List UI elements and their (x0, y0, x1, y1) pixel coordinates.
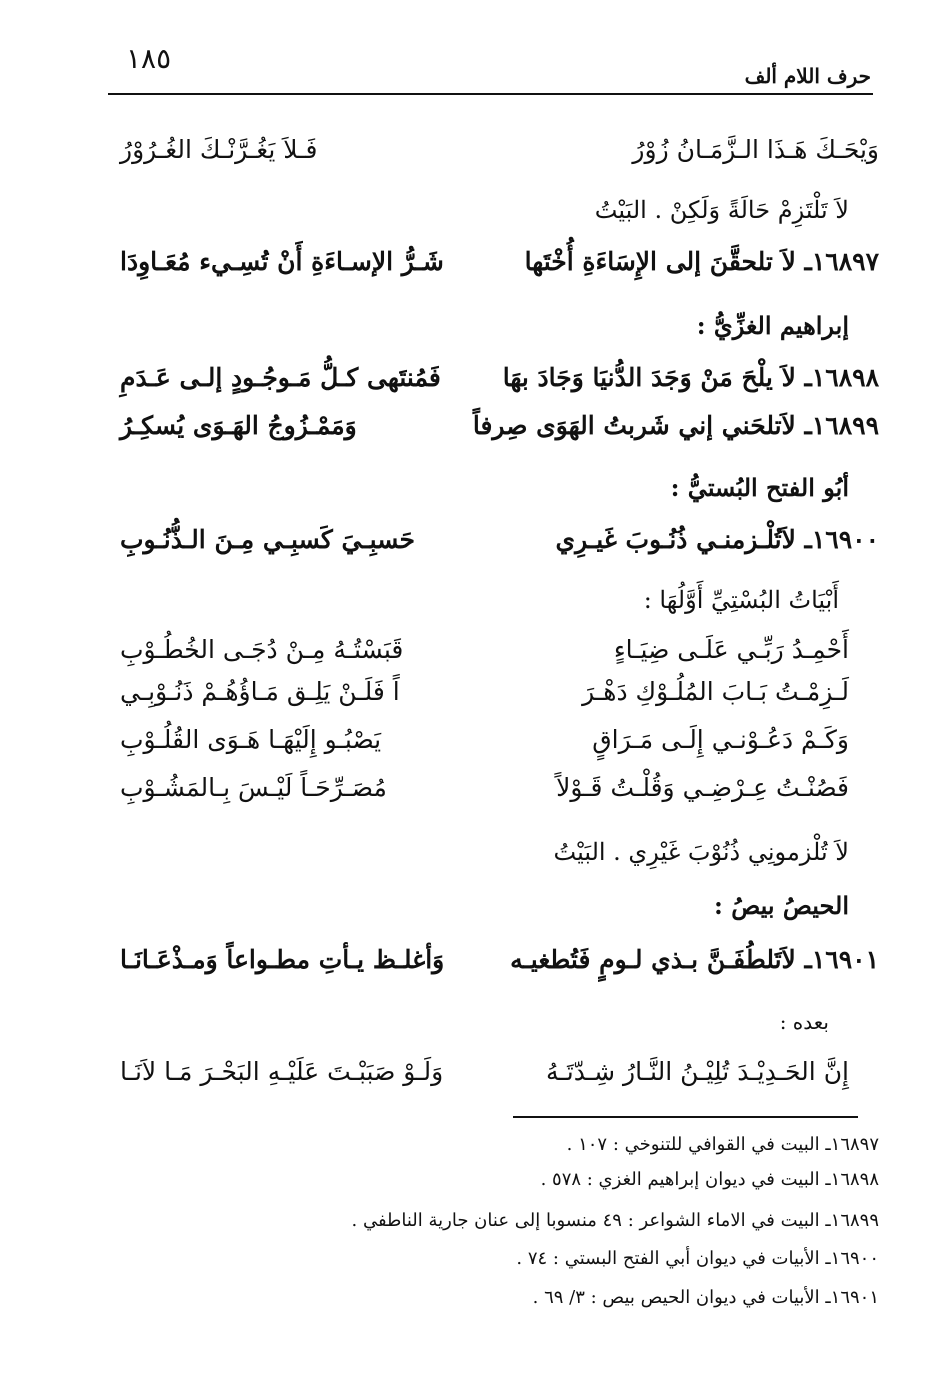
verse-hemistich-second: مُصَـرِّحَـاً لَيْـسَ بِـالمَشُـوْبِ (120, 773, 387, 802)
verse-hemistich-second: وَمَمْـزُوجُ الهَـوَى يُسكِـرُ (120, 411, 357, 440)
poet-name: الحيصُ بيصُ : (713, 891, 849, 920)
verse-hemistich-first: ١٦٩٠١ـ لاَتَلطُفَـنَّ بـذي لـومٍ فَتُطغيـه (510, 945, 879, 974)
verse-hemistich-first: إِنَّ الحَـدِيْـدَ تُلِيْـنُ النَّـارُ شِـدّتَـهُ (546, 1057, 849, 1086)
footnote: ١٦٨٩٧ـ البيت في القوافي للتنوخي : ١٠٧ . (566, 1134, 879, 1155)
footnote: ١٦٩٠١ـ الأبيات في ديوان الحيص بيص : ٣/ ٦٩ . (532, 1287, 879, 1308)
verse-line (100, 666, 879, 718)
footnote: ١٦٨٩٩ـ البيت في الاماء الشواعر : ٤٩ منسوبا إلى عنان جارية الناطفي . (351, 1210, 879, 1231)
verse-hemistich-second: فَمُنتَهى كـلُّ مَـوجُـودٍ إلـى عَـدَمِ (120, 363, 441, 392)
verse-line (100, 1046, 879, 1098)
verse-hemistich-second: شَـرُّ الإسـاءَةِ أَنْ تُسِـيء مُعَـاوِدَا (120, 247, 444, 276)
verse-hemistich-first: فَصُنْـتُ عِـرْضِـي وَقُلْـتُ قَـوْلاً (556, 773, 849, 802)
footnote: ١٦٨٩٨ـ البيت في ديوان إبراهيم الغزي : ٥٧٨ . (540, 1169, 879, 1190)
verse-reference: لاَ تُلْزمونِي ذُنُوْبَ غَيْرِي . البَيْتُ (553, 838, 849, 866)
verse-hemistich-first: أَحْمِـدُ رَبِّـي عَلَـى ضِيَـاءٍ (613, 635, 849, 664)
text-line (100, 826, 879, 878)
footnote: ١٦٩٠٠ـ الأبيات في ديوان أبي الفتح البستي : ٧٤ . (516, 1248, 879, 1269)
text-line (100, 996, 879, 1048)
verse-line (100, 124, 879, 176)
verse-hemistich-first: وَيْحَـكَ هَـذَا الـزَّمَـانُ زُوْرُ (632, 135, 879, 164)
poet-name: أبُو الفتح البُستيُّ : (670, 473, 849, 502)
verse-hemistich-first: ١٦٨٩٩ـ لاَتلحَني إني شَربتُ الهَوَى صِرفاً (472, 411, 879, 440)
verse-hemistich-second: وَلَـوْ صَبَبْـتَ عَلَيْـهِ البَحْـرَ مَـا لاَنَـا (120, 1057, 444, 1086)
footnote-rule (513, 1116, 858, 1118)
intro-text: بعده : (779, 1010, 829, 1034)
verse-hemistich-second: وَأغلـظ يـأتِ مطـواعاً وَمـذْعَـانَـا (120, 945, 445, 974)
verse-hemistich-first: ١٦٨٩٧ـ لاَ تلحقَّنَ إلى الإِسَاءَةِ أُخْتَها (524, 247, 879, 276)
verse-hemistich-second: فَـلاَ يَغُـرَّنْـكَ الغُـرُوْرُ (120, 135, 318, 164)
poet-heading (100, 300, 879, 352)
text-line (100, 574, 879, 626)
running-head: حرف اللام ألف (744, 64, 871, 88)
text-line (100, 184, 879, 236)
poet-heading (100, 880, 879, 932)
verse-hemistich-first: ١٦٨٩٨ـ لاَ يلْحَ مَنْ وَجَدَ الدُّنيَا وَجَادَ بهَا (502, 363, 879, 392)
verse-reference: لاَ تَلْتَزِمْ حَالَةً وَلَكِنْ . البَيْتُ (594, 196, 849, 224)
verse-hemistich-first: وَكَـمْ دَعُـوْنـي إِلَـى مَـرَاقٍ (592, 725, 849, 754)
verse-hemistich-first: لَـزِمْـتُ بَـابَ المُلُـوْكِ دَهْـرَ (582, 677, 849, 706)
verse-line (100, 714, 879, 766)
verse-hemistich-first: ١٦٩٠٠ـ لاَتُلْـزمنـي ذُنُـوبَ غَيـرِي (555, 525, 879, 554)
intro-text: أَبْيَاتُ البُسْتِيِّ أَوَّلُهَا : (643, 586, 839, 614)
verse-hemistich-second: قَبَسْتُـهُ مِـنْ دُجَـى الخُطُـوْبِ (120, 635, 404, 664)
verse-line (100, 762, 879, 814)
verse-line (100, 352, 879, 404)
verse-hemistich-second: اً فَلَـنْ يَلِـق مَـاؤُهُـمْ ذَنُـوْبِـي (120, 677, 400, 706)
header-rule (108, 93, 873, 95)
verse-hemistich-second: حَسبِـيَ كَسبِـي مِـنَ الـذُّنُـوبِ (120, 525, 415, 554)
poet-name: إبراهيم الغزِّيُّ : (696, 311, 849, 340)
page-number: ١٨٥ (126, 42, 172, 75)
verse-line (100, 934, 879, 986)
verse-hemistich-second: يَصْبُـو إِلَيْهَـا هَـوَى القُلُـوْبِ (120, 725, 382, 754)
verse-line (100, 514, 879, 566)
verse-line (100, 400, 879, 452)
verse-line (100, 236, 879, 288)
poet-heading (100, 462, 879, 514)
